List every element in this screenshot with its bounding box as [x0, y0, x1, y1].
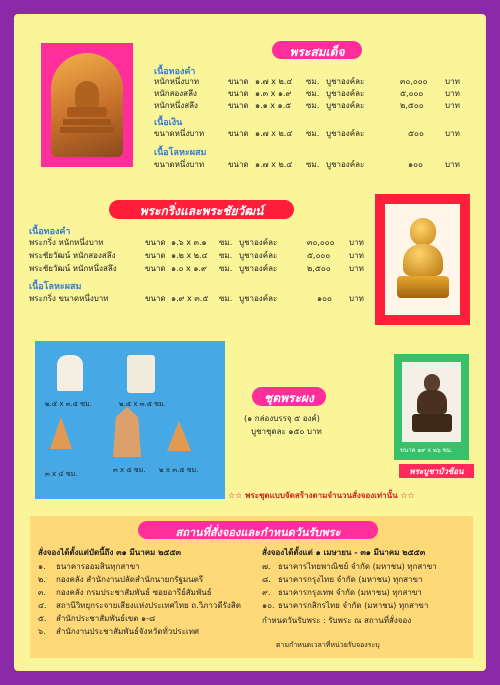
gold-heading: เนื้อทองคำ [29, 227, 71, 237]
phong-set-note: (๑ กล่องบรรจุ ๕ องค์) [244, 414, 320, 423]
phong-set-photo [35, 341, 225, 499]
kring-photo-frame [375, 194, 470, 325]
amulet-size-label: ๓ x ๕ ซม. [113, 466, 146, 474]
bucha-photo-frame [394, 354, 469, 460]
somdej-banner [272, 41, 362, 59]
places-banner-text: สถานที่สั่งจองและกำหนดวันรับพระ [175, 526, 341, 539]
brochure-page [14, 14, 486, 671]
phong-amulet-2 [127, 355, 155, 393]
bucha-banner-text: พระบูชาบัวซ้อน [409, 467, 464, 476]
bucha-banner [399, 464, 474, 478]
somdej-banner-text: พระสมเด็จ [289, 45, 345, 59]
phong-amulet-4 [113, 407, 141, 457]
alloy-heading: เนื้อโลหะผสม [29, 282, 82, 292]
kring-buddha-image [410, 218, 436, 246]
footer-note: ตามกำหนดเวลาที่หน่วยรับจองระบุ [276, 641, 380, 649]
order-note: ☆☆ พระชุดแบบจัดสร้างตามจำนวนสั่งจองเท่านั้น ☆☆ [228, 491, 415, 500]
somdej-gold-amulet-image [51, 53, 123, 157]
kring-banner [109, 200, 294, 219]
phong-set-price: บูชาชุดละ ๑๕๐ บาท [251, 427, 322, 436]
somdej-price-table: เนื้อทองคำ หนักหนึ่งบาท ขนาด ๑.๗ x ๒.๔ ซม. บูชาองค์ละ ๓๐,๐๐๐ บาท หนักสองสลึง ขนาด ๑.๓ x ๑.๙ ซม. บูชาองค์ละ ๕,๐๐๐ บาท หนักหนึ่งสลึง ขนาด ๑.๑ x ๑.๕ ซม. บูชาองค์ละ ๒,๕๐๐ บาท เนื้อเงิน ขนาดหนึ่งบาท ขนาด ๑.๗ x ๒.๔ ซม. บูชาองค์ละ ๕๐๐ บาท เนื้อโลหะผสม ขนาดหนึ่งบาท ขนาด ๑.๗ x ๒.๔ ซม. บูชาองค์ละ ๑๐๐ บาท [154, 64, 474, 179]
places-panel: สถานที่สั่งจองและกำหนดวันรับพระ สั่งจองได้ตั้งแต่บัดนี้ถึง ๓๑ มีนาคม ๒๕๕๓ สั่งจองได้ตั้งแต่ ๑ เมษายน - ๓๑ มีนาคม ๒๕๕๓ ๑. ธนาคารออมสินทุกสาขา ๒. กองคลัง สำนักงานปลัดสำนักนายกรัฐมนตรี ๓. กองคลัง กรมประชาสัมพันธ์ ซอยอารีย์สัมพันธ์ ๔. สถานีวิทยุกระจายเสียงแห่งประเทศไทย ถ.วิภาวดีรังสิต ๕. สำนักประชาสัมพันธ์เขต ๑-๘ ๖. สำนักงานประชาสัมพันธ์จังหวัดทั่วประเทศ ๗. ธนาคารไทยพาณิชย์ จำกัด (มหาชน) ทุกสาขา ๘. ธนาคารกรุงไทย จำกัด (มหาชน) ทุกสาขา ๙. ธนาคารกรุงเทพ จำกัด (มหาชน) ทุกสาขา ๑๐. ธนาคารกสิกรไทย จำกัด (มหาชน) ทุกสาขา กำหนดวันรับพระ : รับพระ ณ สถานที่สั่งจอง ตามกำหนดเวลาที่หน่วยรับจองระบุ [30, 516, 473, 658]
kring-price-table: เนื้อทองคำ พระกริ่ง หนักหนึ่งบาท ขนาด ๑.๖ x ๓.๑ ซม. บูชาองค์ละ ๓๐,๐๐๐ บาท พระชัยวัฒน์ หนักสองสลึง ขนาด ๑.๒ x ๒.๔ ซม. บูชาองค์ละ ๕,๐๐๐ บาท พระชัยวัฒน์ หนักหนึ่งสลึง ขนาด ๑.๐ x ๑.๙ ซม. บูชาองค์ละ ๒,๕๐๐ บาท เนื้อโลหะผสม พระกริ่ง ขนาดหนึ่งบาท ขนาด ๑.๙ x ๓.๕ ซม. บูชาองค์ละ ๑๐๐ บาท [29, 224, 379, 324]
gold-heading: เนื้อทองคำ [154, 67, 196, 77]
amulet-size-label: ๒.๕ x ๓.๕ ซม. [119, 400, 166, 408]
phong-amulet-5 [167, 421, 191, 451]
phong-set-banner [252, 387, 326, 406]
amulet-size-label: ๒.๕ x ๓.๕ ซม. [45, 400, 92, 408]
phong-amulet-3 [50, 417, 72, 449]
alloy-heading: เนื้อโลหะผสม [154, 148, 207, 158]
somdej-photo-frame [41, 43, 133, 167]
amulet-size-label: ๒ x ๓.๕ ซม. [159, 466, 199, 474]
right-heading: สั่งจองได้ตั้งแต่ ๑ เมษายน - ๓๑ มีนาคม ๒๕๕๓ [262, 548, 426, 557]
amulet-size-label: ๓ x ๔ ซม. [45, 470, 78, 478]
silver-heading: เนื้อเงิน [154, 118, 183, 128]
bucha-size-label: ขนาด ๑๙ x ๒๖ ซม. [400, 447, 453, 454]
kring-banner-text: พระกริ่งและพระชัยวัฒน์ [139, 204, 264, 218]
places-banner [138, 521, 378, 539]
receive-note: กำหนดวันรับพระ : รับพระ ณ สถานที่สั่งจอง [262, 616, 412, 625]
phong-amulet-1 [57, 355, 83, 391]
phong-set-banner-text: ชุดพระผง [264, 391, 314, 405]
left-heading: สั่งจองได้ตั้งแต่บัดนี้ถึง ๓๑ มีนาคม ๒๕๕๓ [38, 548, 181, 557]
